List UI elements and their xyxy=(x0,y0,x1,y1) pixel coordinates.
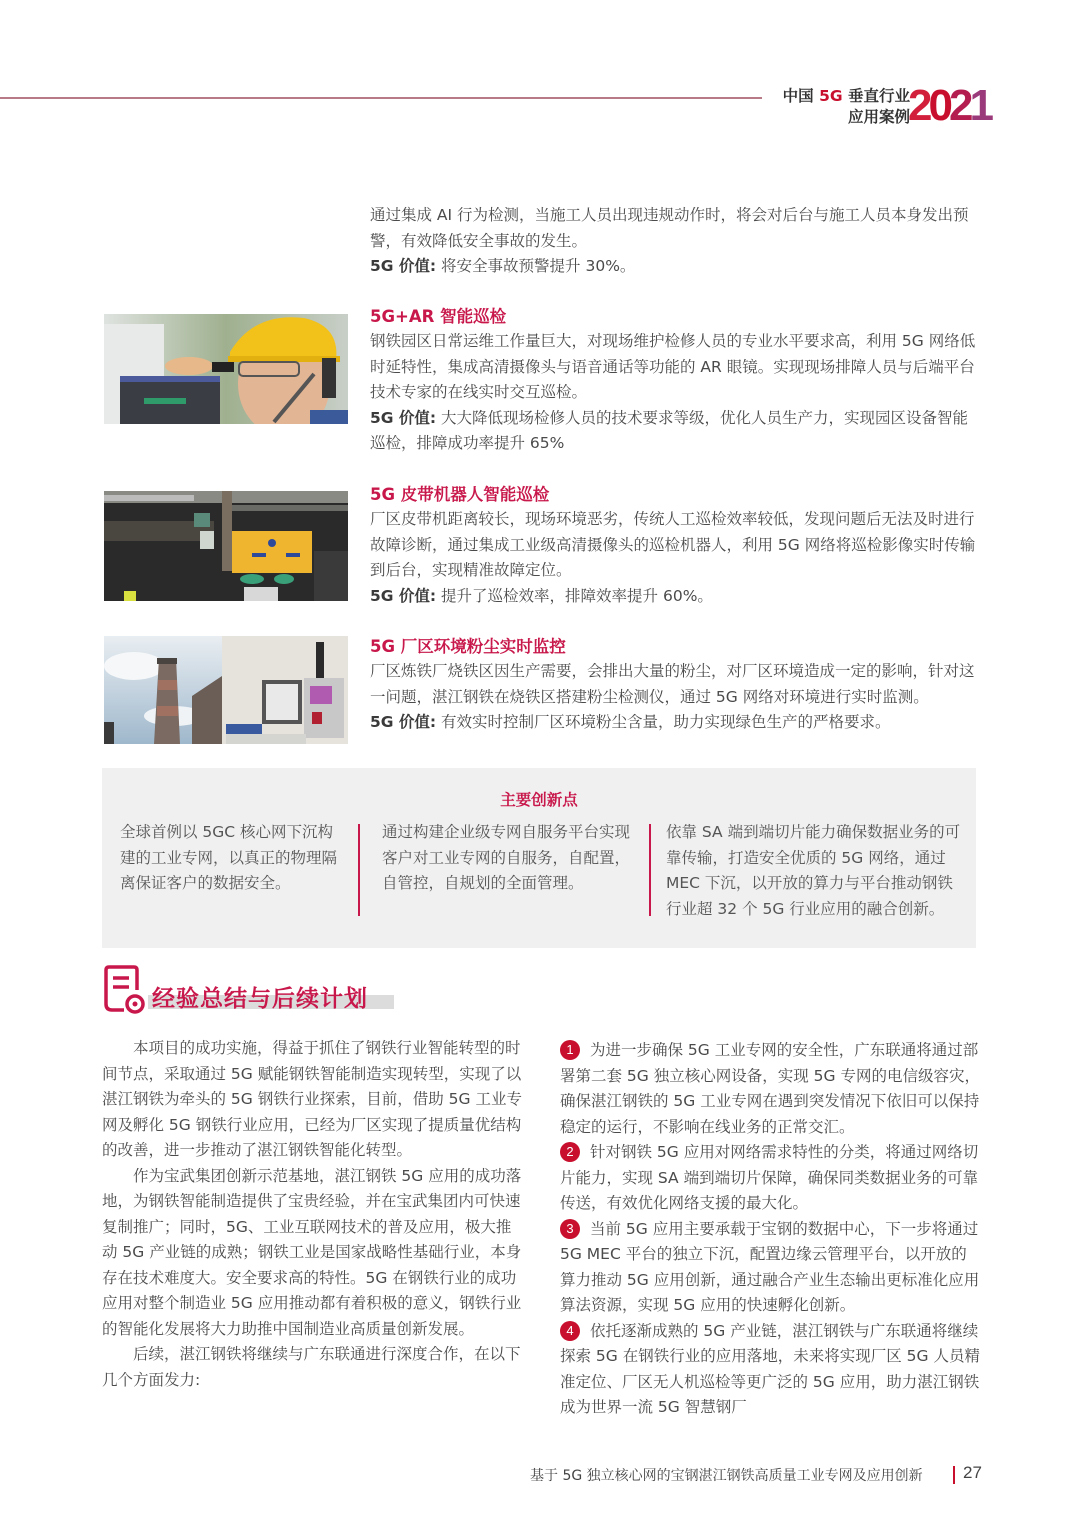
footer-divider xyxy=(953,1466,955,1484)
case-title-dust-monitor: 5G 厂区环境粉尘实时监控 xyxy=(370,637,566,656)
value-text: 将安全事故预警提升 30%。 xyxy=(441,257,636,275)
plan-text: 当前 5G 应用主要承载于宝钢的数据中心，下一步将通过 5G MEC 平台的独立下沉，配置边缘云管理平台，以开放的算力推动 5G 应用创新，通过融合产业生态输出更标准化应用算法资源，实现 5G 应用的快速孵化创新。 xyxy=(560,1219,980,1314)
column-divider xyxy=(649,824,651,916)
summary-left-column xyxy=(102,1036,522,1393)
case-body-belt-robot xyxy=(370,507,980,609)
innovation-point: 通过构建企业级专网自服务平台实现客户对工业专网的自服务，自配置，自管控，自规划的全面管理。 xyxy=(382,823,631,892)
case-text: 厂区炼铁厂烧铁区因生产需要，会排出大量的粉尘，对厂区环境造成一定的影响，针对这一问题，湛江钢铁在烧铁区搭建粉尘检测仪，通过 5G 网络对环境进行实时监测。 xyxy=(370,662,975,706)
plan-item xyxy=(560,1140,980,1217)
value-text: 有效实时控制厂区环境粉尘含量，助力实现绿色生产的严格要求。 xyxy=(441,713,891,731)
year-digit: 1 xyxy=(969,81,990,130)
summary-paragraph: 本项目的成功实施，得益于抓住了钢铁行业智能转型的时间节点，采取通过 5G 赋能钢铁智能制造实现转型，实现了以湛江钢铁为牵头的 5G 钢铁行业探索，目前，借助 5G 工业专网及孵化 5G 钢铁行业应用，已经为厂区实现了提质量优结构的改善，进一步推动了湛江钢铁智能化转型。 xyxy=(102,1039,522,1159)
plan-item xyxy=(560,1038,980,1140)
year-logo xyxy=(908,81,990,130)
value-label: 5G 价值: xyxy=(370,257,437,275)
value-label: 5G 价值: xyxy=(370,586,437,605)
case-body-dust-monitor xyxy=(370,659,980,736)
document-gear-icon xyxy=(102,964,148,1020)
case-body-ar-inspection xyxy=(370,329,980,457)
innovation-point: 依靠 SA 端到端切片能力确保数据业务的可靠传输，打造安全优质的 5G 网络，通过 MEC 下沉，以开放的算力与平台推动钢铁行业超 32 个 5G 行业应用的融合创新。 xyxy=(666,823,961,918)
belt-inspection-robot-photo xyxy=(104,491,348,601)
plan-item xyxy=(560,1217,980,1319)
innovation-point: 全球首例以 5GC 核心网下沉构建的工业专网，以真正的物理隔离保证客户的数据安全。 xyxy=(120,823,338,892)
year-digit: 2 xyxy=(948,81,970,130)
intro-paragraph xyxy=(370,203,980,280)
number-badge: 3 xyxy=(560,1219,580,1239)
intro-text: 通过集成 AI 行为检测，当施工人员出现违规动作时，将会对后台与施工人员本身发出预警，有效降低安全事故的发生。 xyxy=(370,206,969,250)
value-label: 5G 价值: xyxy=(370,408,437,427)
title-suffix: 垂直行业 xyxy=(847,87,910,105)
publication-title xyxy=(770,86,910,128)
case-text: 厂区皮带机距离较长，现场环境恶劣，传统人工巡检效率较低，发现问题后无法及时进行故障诊断，通过集成工业级高清摄像头的巡检机器人，利用 5G 网络将巡检影像实时传输到后台，实现精准故障定位。 xyxy=(370,510,976,579)
section-heading: 经验总结与后续计划 xyxy=(152,986,368,1012)
number-badge: 4 xyxy=(560,1321,580,1341)
innovations-title: 主要创新点 xyxy=(500,791,578,809)
plan-text: 针对钢铁 5G 应用对网络需求特性的分类，将通过网络切片能力，实现 SA 端到端切片保障，确保同类数据业务的可靠传送，有效优化网络支援的最大化。 xyxy=(560,1143,979,1212)
plan-text: 为进一步确保 5G 工业专网的安全性，广东联通将通过部署第二套 5G 独立核心网设备，实现 5G 专网的电信级容灾，确保湛江钢铁的 5G 工业专网在遇到突发情况下依旧可以保持稳定的运行，不影响在线业务的正常交汇。 xyxy=(560,1041,980,1136)
summary-paragraph: 作为宝武集团创新示范基地，湛江钢铁 5G 应用的成功落地，为钢铁智能制造提供了宝贵经验，并在宝武集团内可快速复制推广；同时，5G、工业互联网技术的普及应用，极大推动 5G 产业链的成熟；钢铁工业是国家战略性基础行业，本身存在技术难度大。安全要求高的特性。5G 在钢铁行业的成功应用对整个制造业 5G 应用推动都有着积极的意义，钢铁行业的智能化发展将大力助推中国制造业高质量创新发展。 xyxy=(102,1166,522,1338)
number-badge: 1 xyxy=(560,1040,580,1060)
summary-paragraph: 后续，湛江钢铁将继续与广东联通进行深度合作，在以下几个方面发力: xyxy=(102,1345,521,1389)
key-innovations-box xyxy=(102,768,976,948)
year-digit: 2 xyxy=(908,81,929,130)
value-label: 5G 价值: xyxy=(370,713,437,731)
title-line2: 应用案例 xyxy=(847,108,910,126)
page-number: 27 xyxy=(963,1463,982,1482)
value-text: 大大降低现场检修人员的技术要求等级，优化人员生产力，实现园区设备智能巡检，排障成功率提升 65% xyxy=(370,408,969,452)
plans-list xyxy=(560,1038,980,1421)
title-prefix: 中国 xyxy=(782,87,814,105)
plan-text: 依托逐渐成熟的 5G 产业链，湛江钢铁与广东联通将继续探索 5G 在钢铁行业的应用落地，未来将实现厂区 5G 人员精准定位、厂区无人机巡检等更广泛的 5G 应用，助力湛江钢铁成为世界一流 5G 智慧钢厂 xyxy=(560,1321,980,1416)
case-title-ar-inspection: 5G+AR 智能巡检 xyxy=(370,307,507,326)
footer-title: 基于 5G 独立核心网的宝钢湛江钢铁高质量工业专网及应用创新 xyxy=(530,1468,923,1484)
case-title-belt-robot: 5G 皮带机器人智能巡检 xyxy=(370,485,550,504)
year-digit: 0 xyxy=(928,81,949,130)
column-divider xyxy=(358,824,360,916)
plan-item xyxy=(560,1319,980,1421)
value-text: 提升了巡检效率，排障效率提升 60%。 xyxy=(441,586,713,605)
header-rule xyxy=(0,97,762,99)
case-text: 钢铁园区日常运维工作量巨大，对现场维护检修人员的专业水平要求高，利用 5G 网络低时延特性，集成高清摄像头与语音通话等功能的 AR 眼镜。实现现场排障人员与后端平台技术专家的在线实时交互巡检。 xyxy=(370,332,976,401)
title-5g: 5G xyxy=(819,87,843,105)
chimney-and-dust-monitor-photo xyxy=(104,636,348,744)
worker-with-ar-glasses-photo xyxy=(104,314,348,424)
number-badge: 2 xyxy=(560,1142,580,1162)
